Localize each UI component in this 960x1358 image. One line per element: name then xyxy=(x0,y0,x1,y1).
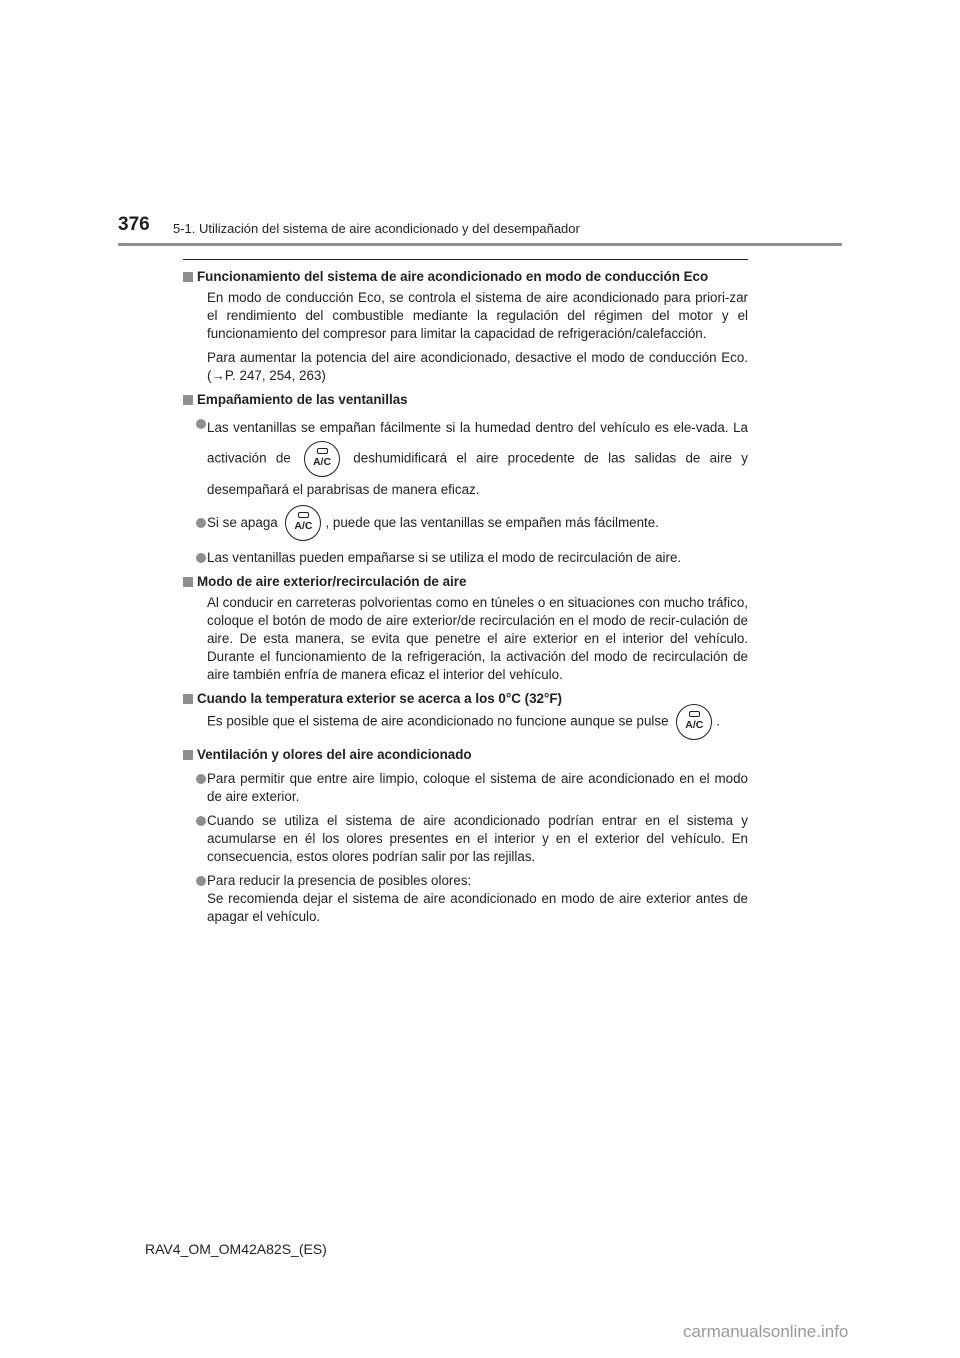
bullet-text: Cuando se utiliza el sistema de aire acondicionado podrían entrar en el sistema y acumularse en él los olores presentes en el interior y en el exterior del vehículo. En consecuencia, estos olores podrían salir por las rejillas. xyxy=(207,813,748,864)
page-content xyxy=(183,268,748,926)
paragraph-text: Es posible que el sistema de aire acondicionado no funcione aunque se pulse xyxy=(207,713,669,729)
bullet-item xyxy=(183,812,748,866)
square-bullet-icon xyxy=(183,694,193,704)
bullet-text: Si se apaga xyxy=(207,515,278,530)
heading-text: Cuando la temperatura exterior se acerca a los 0°C (32°F) xyxy=(197,691,562,706)
bullet-item xyxy=(183,415,748,503)
heading-eco xyxy=(183,268,748,286)
heading-text: Empañamiento de las ventanillas xyxy=(197,392,408,407)
ac-button-icon: A/C xyxy=(676,704,712,740)
bullet-item xyxy=(183,549,748,567)
heading-recirculation xyxy=(183,573,748,591)
section-title: 5-1. Utilización del sistema de aire acondicionado y del desempañador xyxy=(173,221,580,236)
round-bullet-icon xyxy=(196,876,206,886)
round-bullet-icon xyxy=(196,518,206,528)
bullet-text: , puede que las ventanillas se empañen más fácilmente. xyxy=(325,515,659,530)
bullet-item xyxy=(183,503,748,543)
content-rule xyxy=(183,259,748,260)
heading-temperature xyxy=(183,690,748,708)
document-code: RAV4_OM_OM42A82S_(ES) xyxy=(145,1241,327,1257)
heading-ventilation xyxy=(183,746,748,764)
bullet-text: Para permitir que entre aire limpio, coloque el sistema de aire acondicionado en el modo de aire exterior. xyxy=(207,771,748,804)
ac-button-icon: A/C xyxy=(304,441,340,477)
bullet-text: Las ventanillas se empañan fácilmente si la humedad dentro del vehículo es ele-vada. La activación de xyxy=(207,420,748,466)
bullet-text: Para reducir la presencia de posibles olores: xyxy=(207,873,472,888)
square-bullet-icon xyxy=(183,395,193,405)
square-bullet-icon xyxy=(183,577,193,587)
ac-button-icon: A/C xyxy=(285,505,321,541)
heading-text: Funcionamiento del sistema de aire acondicionado en modo de conducción Eco xyxy=(197,269,709,284)
heading-text: Ventilación y olores del aire acondicionado xyxy=(197,747,472,762)
round-bullet-icon xyxy=(196,553,206,563)
paragraph-text: . xyxy=(716,713,721,729)
square-bullet-icon xyxy=(183,750,193,760)
paragraph xyxy=(183,704,748,740)
paragraph: Para aumentar la potencia del aire acondicionado, desactive el modo de conducción Eco. (→P. 247, 254, 263) xyxy=(207,350,748,383)
paragraph: Al conducir en carreteras polvorientas como en túneles o en situaciones con mucho tráfico, coloque el botón de modo de aire exterior/de recirculación en el modo de recir-culación de aire. De esta manera, se evita que penetre el aire exterior en el interior del vehículo. Durante el funcionamiento de la refrigeración, la activación del modo de recirculación de aire también enfría de manera eficaz el interior del vehículo. xyxy=(207,595,748,682)
bullet-text: Las ventanillas pueden empañarse si se utiliza el modo de recirculación de aire. xyxy=(207,550,682,565)
header-rule xyxy=(118,243,842,246)
heading-text: Modo de aire exterior/recirculación de aire xyxy=(197,574,467,589)
paragraph: En modo de conducción Eco, se controla el sistema de aire acondicionado para priori-zar el rendimiento del combustible mediante la regulación del régimen del motor y el funcionamiento del compresor para limitar la capacidad de refrigeración/calefacción. xyxy=(207,290,748,341)
round-bullet-icon xyxy=(196,419,206,429)
round-bullet-icon xyxy=(196,774,206,784)
heading-fog xyxy=(183,391,748,409)
bullet-item xyxy=(183,872,748,926)
square-bullet-icon xyxy=(183,272,193,282)
bullet-item xyxy=(183,770,748,806)
bullet-text: deshumidificará el aire procedente de las salidas de aire y desempañará el parabrisas de manera eficaz. xyxy=(207,450,748,497)
round-bullet-icon xyxy=(196,816,206,826)
page-number: 376 xyxy=(118,214,150,235)
watermark: carmanualsonline.info xyxy=(683,1322,849,1341)
bullet-text: Se recomienda dejar el sistema de aire acondicionado en modo de aire exterior antes de apagar el vehículo. xyxy=(207,891,748,924)
